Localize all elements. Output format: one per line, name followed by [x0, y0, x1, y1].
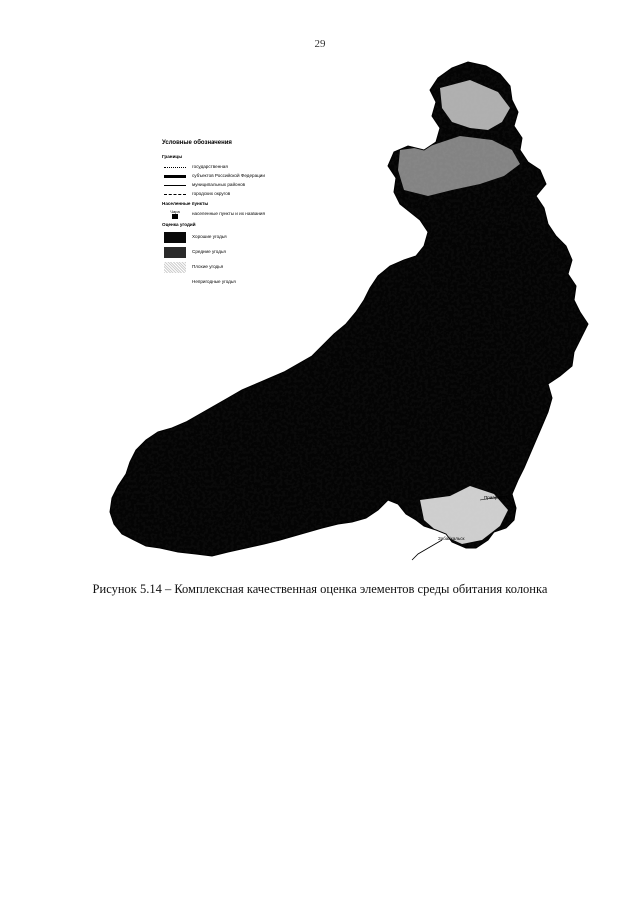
- legend-border-label: муниципальных районов: [192, 181, 246, 187]
- map-legend: [162, 140, 292, 291]
- legend-border-subject: [162, 172, 292, 181]
- state-border-symbol: [162, 163, 188, 172]
- legend-border-label: городских округов: [192, 190, 231, 196]
- district-border-symbol: [162, 181, 188, 190]
- city-border-symbol: [162, 190, 188, 199]
- legend-quality-unsuitable: [162, 276, 292, 289]
- legend-settlement-label: населенные пункты и их названия: [192, 211, 265, 217]
- legend-quality-label: Непригодные угодья: [192, 278, 236, 284]
- settlement-symbol: [162, 210, 188, 219]
- legend-borders-header: Границы: [162, 154, 183, 159]
- legend-quality-label: Средние угодья: [192, 248, 226, 254]
- legend-border-district: [162, 181, 292, 190]
- legend-settlement: [162, 209, 292, 220]
- legend-title: Условные обозначения: [162, 140, 232, 146]
- legend-quality-label: Плохие угодья: [192, 263, 224, 269]
- legend-border-state: [162, 163, 292, 172]
- map-label-priargunsk: Приаргунск: [484, 495, 508, 500]
- legend-border-label: субъектов Российской Федерации: [192, 172, 265, 178]
- figure-caption: Рисунок 5.14 – Комплексная качественная оценка элементов среды обитания колонка: [92, 582, 548, 596]
- good-land-swatch: [164, 232, 186, 243]
- legend-quality-medium: [162, 246, 292, 259]
- unsuitable-land-swatch: [164, 277, 186, 288]
- settlement-square-icon: [172, 214, 178, 219]
- legend-quality-good: [162, 231, 292, 244]
- legend-border-label: государственная: [192, 163, 228, 169]
- subject-border-symbol: [162, 172, 188, 181]
- legend-quality-poor: [162, 261, 292, 274]
- medium-land-swatch: [164, 247, 186, 258]
- legend-border-city: [162, 190, 292, 199]
- settlement-sample-name: Чара: [170, 209, 180, 215]
- page-number: 29: [314, 38, 326, 50]
- legend-quality-label: Хорошие угодья: [192, 233, 227, 239]
- poor-land-swatch: [164, 262, 186, 273]
- map-label-zabaikalsk: Забайкальск: [438, 536, 465, 541]
- legend-settlements-header: Населенные пункты: [162, 200, 209, 206]
- legend-quality-header: Оценка угодий: [162, 222, 196, 228]
